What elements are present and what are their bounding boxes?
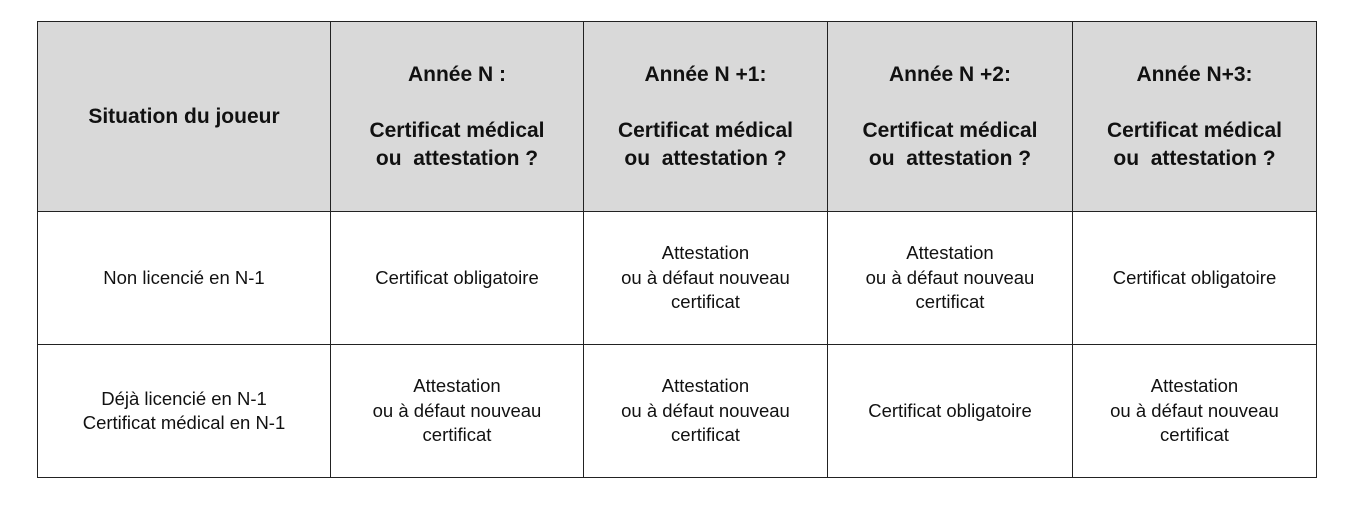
row-situation xyxy=(38,212,331,345)
table-cell xyxy=(331,212,584,345)
table-cell xyxy=(584,345,828,478)
cell-text: Certificat obligatoire xyxy=(375,266,539,288)
header-year-n xyxy=(331,22,584,212)
header-year-n3 xyxy=(1073,22,1317,212)
cell-text: ou à défaut nouveau xyxy=(865,266,1035,288)
cell-text: ou à défaut nouveau xyxy=(621,399,790,421)
header-year-title: Année N +2: xyxy=(889,62,1011,86)
situation-text: Certificat médical en N-1 xyxy=(82,412,286,433)
table-cell xyxy=(828,345,1073,478)
header-year-question-2: ou attestation ? xyxy=(868,146,1032,170)
header-year-question-2: ou attestation ? xyxy=(1113,146,1276,170)
situation-text: Déjà licencié en N-1 xyxy=(101,387,267,409)
certificate-table xyxy=(37,21,1317,478)
cell-text: ou à défaut nouveau xyxy=(621,266,790,288)
header-year-n1 xyxy=(584,22,828,212)
cell-text: Attestation xyxy=(906,242,994,264)
cell-text: certificat xyxy=(422,424,492,446)
row-situation xyxy=(38,345,331,478)
header-year-question-1: Certificat médical xyxy=(1106,118,1283,142)
cell-text: certificat xyxy=(671,424,740,446)
header-year-question-2: ou attestation ? xyxy=(624,146,787,170)
header-row xyxy=(38,22,1317,212)
header-year-question-1: Certificat médical xyxy=(862,118,1038,142)
header-situation xyxy=(38,22,331,212)
header-year-question-1: Certificat médical xyxy=(617,118,794,142)
header-year-title: Année N +1: xyxy=(644,62,767,86)
cell-text: Attestation xyxy=(661,375,750,397)
table-cell xyxy=(584,212,828,345)
cell-text: certificat xyxy=(1160,424,1229,446)
situation-text: Non licencié en N-1 xyxy=(103,266,265,288)
header-year-question-1: Certificat médical xyxy=(369,118,545,142)
header-situation-label: Situation du joueur xyxy=(88,104,280,128)
cell-text: ou à défaut nouveau xyxy=(1110,399,1279,421)
cell-text: Certificat obligatoire xyxy=(868,399,1032,421)
cell-text: certificat xyxy=(915,291,985,313)
cell-text: Attestation xyxy=(661,242,750,264)
table-row xyxy=(38,212,1317,345)
cell-text: Attestation xyxy=(413,375,501,397)
cell-text: Attestation xyxy=(1150,375,1239,397)
cell-text: certificat xyxy=(671,291,740,313)
table-cell xyxy=(1073,212,1317,345)
table-cell xyxy=(828,212,1073,345)
cell-text: ou à défaut nouveau xyxy=(372,399,542,421)
table-row xyxy=(38,345,1317,478)
table-cell xyxy=(331,345,584,478)
table-cell xyxy=(1073,345,1317,478)
header-year-question-2: ou attestation ? xyxy=(375,146,539,170)
header-year-title: Année N+3: xyxy=(1136,62,1253,86)
header-year-n2 xyxy=(828,22,1073,212)
header-year-title: Année N : xyxy=(407,62,506,86)
cell-text: Certificat obligatoire xyxy=(1112,266,1277,288)
